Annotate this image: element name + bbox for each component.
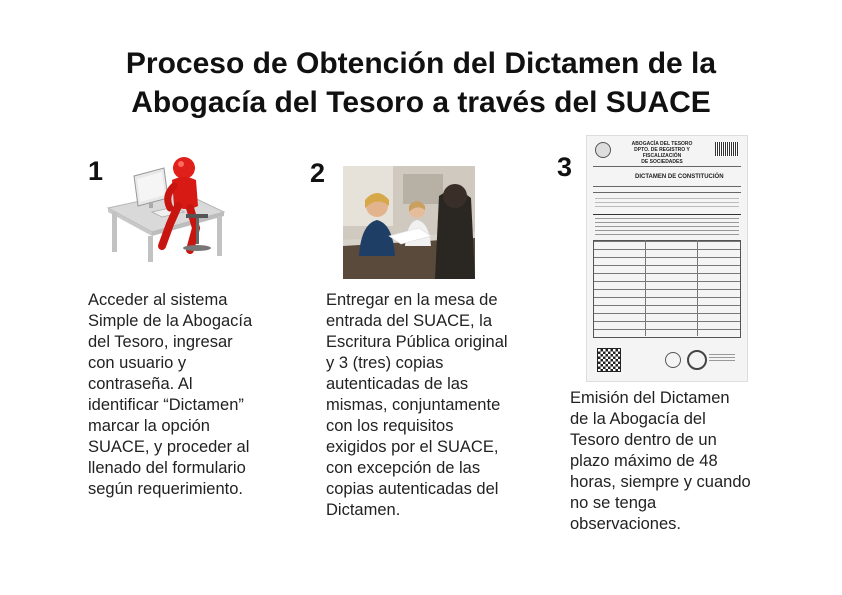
seal-icon <box>595 142 611 158</box>
barcode-icon <box>715 142 739 156</box>
step-3-description: Emisión del Dictamen de la Abogacía del Tesoro dentro de un plazo máximo de 48 horas, siempre y cuando no se tenga observaciones. <box>570 389 751 533</box>
step-2-description: Entregar en la mesa de entrada del SUACE, la Escritura Pública original y 3 (tres) copias autenticadas de las mismas, conjuntamente con los requisitos exigidos por el SUACE, con excepción de las copias autenticadas del Dictamen. <box>326 291 508 519</box>
page-title: Proceso de Obtención del Dictamen de la Abogacía del Tesoro a través del SUACE <box>125 47 717 119</box>
step-2-number: 2 <box>310 158 326 188</box>
emblem-icon <box>687 350 707 370</box>
person-at-computer-image <box>104 150 228 266</box>
step-1-number: 1 <box>88 156 104 186</box>
qr-code-icon <box>597 348 621 372</box>
office-desk-photo <box>343 166 475 279</box>
step-3-number: 3 <box>557 152 573 182</box>
step-1-description: Acceder al sistema Simple de la Abogacía del Tesoro, ingresar con usuario y contraseña. Al identificar “Dictamen” marcar la opción SUACE, y proceder al llenado del formulario según requerimiento. <box>88 291 253 498</box>
emblem-icon <box>665 352 681 368</box>
dictamen-document-image <box>586 135 748 382</box>
doc-title: DICTAMEN DE CONSTITUCIÓN <box>635 174 724 180</box>
doc-header: ABOGACÍA DEL TESORO DPTO. DE REGISTRO Y FISCALIZACIÓN DE SOCIEDADES <box>631 141 693 165</box>
